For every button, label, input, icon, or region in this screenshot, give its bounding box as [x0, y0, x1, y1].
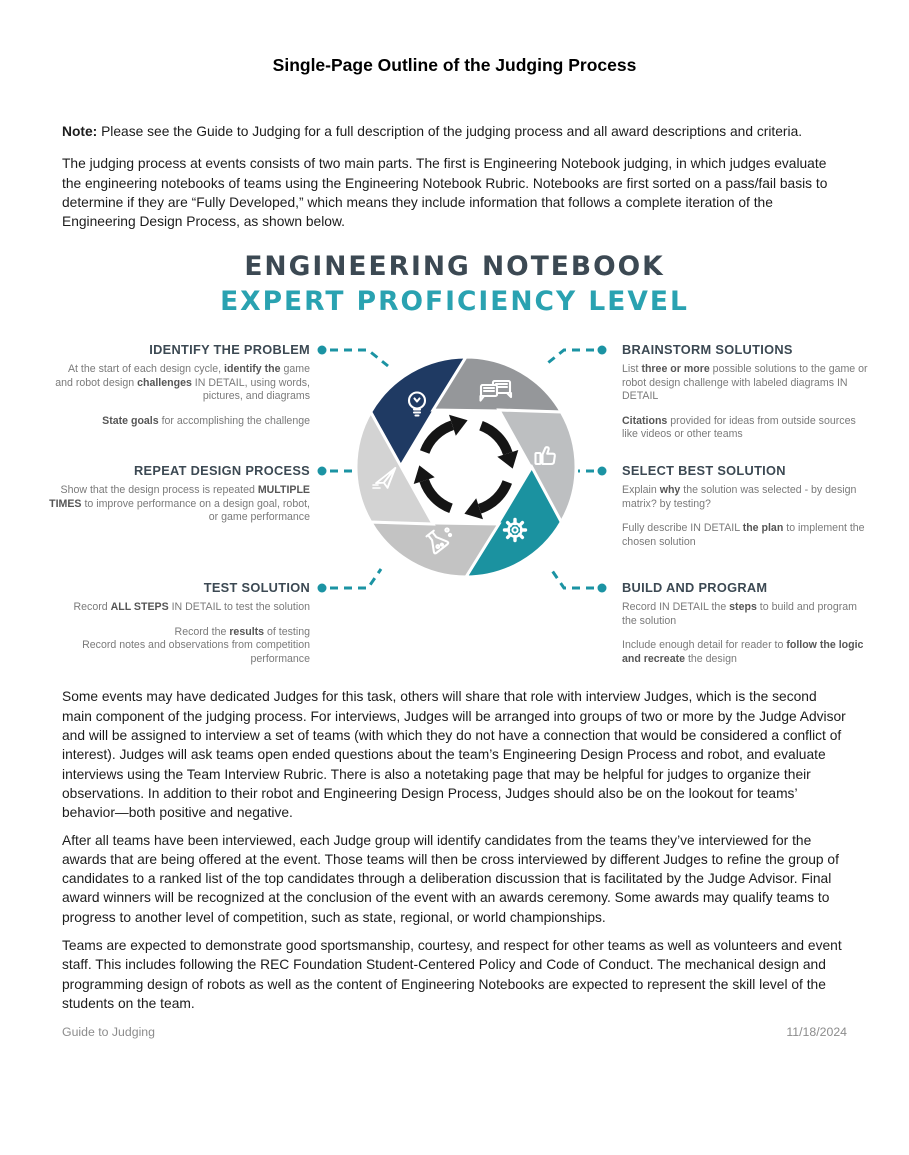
- deliberation-paragraph: After all teams have been interviewed, each Judge group will identify candidates from the teams they’ve interviewed for the awards that are being offered at the event. Those teams will then be cross interviewed by different Judges to refine the group of candidates to a ranked list of the top candidates through a deliberation discussion that is facilitated by the Judge Advisor. Final award winners will be recognized at the conclusion of the event with an awards ceremony. Some awards may qualify teams to progress to another level of competition, such as state, regional, or world championships.: [62, 832, 839, 925]
- section-heading: BUILD AND PROGRAM: [622, 580, 768, 596]
- connector-dot: [318, 467, 327, 476]
- conduct-paragraph: Teams are expected to demonstrate good sportsmanship, courtesy, and respect for other teams as well as volunteers and event staff. This includes following the REC Foundation Student-Centered Policy and Code of Conduct. The mechanical design and programming design of robots as well as the content of Engineering Notebooks are expected to represent the skill level of the students on the team.: [62, 938, 842, 1011]
- section-body: Record ALL STEPS IN DETAIL to test the solution Record the results of testing Record notes and observations from competition performance: [73, 601, 310, 665]
- connector-identify: [330, 350, 388, 366]
- section-brainstorm-solutions: [622, 343, 874, 442]
- footer-document-name: Guide to Judging: [62, 1025, 155, 1040]
- engineering-notebook-infographic: [0, 249, 909, 665]
- section-body: Record IN DETAIL the steps to build and program the solution Include enough detail for reader to follow the logic and recreate the design: [622, 601, 864, 665]
- note-text: Please see the Guide to Judging for a full description of the judging process and all award descriptions and criteria.: [97, 124, 803, 139]
- section-select-best-solution: [622, 464, 874, 549]
- connector-build: [551, 569, 594, 588]
- connector-test: [330, 569, 381, 588]
- connector-dot: [318, 346, 327, 355]
- section-body: Show that the design process is repeated MULTIPLE TIMES to improve performance on a design goal, robot, or game performance: [49, 484, 310, 524]
- interview-paragraph: Some events may have dedicated Judges for this task, others will share that role with interview Judges, which is the second main component of the judging process. For interviews, Judges will be arranged into groups of two or more by the Judge Advisor and will be assigned to interview a set of teams (with which they do not have a connection that would be considered a conflict of interest). Judges will ask teams open ended questions about the team’s Engineering Design Process and robot, and evaluate interviews using the Team Interview Rubric. There is also a notetaking page that may be helpful for judges to organize their observations. In addition to their robot and Engineering Design Process, Judges should also be on the lookout for teams’ behavior—both positive and negative.: [62, 689, 846, 821]
- wheel: [356, 357, 576, 577]
- section-body: At the start of each design cycle, identify the game and robot design challenges IN DETAIL, using words, pictures, and diagrams State goals for accomplishing the challenge: [55, 363, 310, 427]
- section-identify-the-problem: [48, 343, 310, 428]
- section-body: Explain why the solution was selected - by design matrix? by testing? Fully describe IN DETAIL the plan to implement the chosen solution: [622, 484, 865, 548]
- intro-paragraph: The judging process at events consists of two main parts. The first is Engineering Notebook judging, in which judges evaluate the engineering notebooks of teams using the Engineering Notebook Rubric. Notebooks are first sorted on a pass/fail basis to determine if they are “Fully Developed,” which means they include information that follows a complete iteration of the Engineering Design Process, as shown below.: [62, 156, 828, 230]
- connector-brainstorm: [544, 350, 594, 366]
- infographic-title-line2: EXPERT PROFICIENCY LEVEL: [220, 286, 689, 318]
- connector-dot: [598, 346, 607, 355]
- section-heading: SELECT BEST SOLUTION: [622, 463, 786, 479]
- infographic-title-line1: ENGINEERING NOTEBOOK: [244, 251, 665, 283]
- connector-dot: [318, 584, 327, 593]
- section-build-and-program: [622, 581, 874, 666]
- section-heading: IDENTIFY THE PROBLEM: [149, 342, 310, 358]
- connector-dot: [598, 584, 607, 593]
- cycle-arrows-icon: [414, 415, 519, 520]
- note-label: Note:: [62, 124, 98, 139]
- connector-dot: [598, 467, 607, 476]
- section-heading: REPEAT DESIGN PROCESS: [133, 463, 310, 479]
- section-repeat-design-process: [48, 464, 310, 524]
- section-heading: TEST SOLUTION: [203, 580, 310, 596]
- note-paragraph: [62, 122, 847, 141]
- page-title: Single-Page Outline of the Judging Process: [272, 55, 637, 75]
- footer-date: 11/18/2024: [786, 1025, 847, 1040]
- section-body: List three or more possible solutions to the game or robot design challenge with labeled diagrams IN DETAIL Citations provided for ideas from outside sources like videos or other teams: [622, 363, 868, 441]
- section-test-solution: [48, 581, 310, 666]
- page-footer: [62, 1025, 847, 1039]
- section-heading: BRAINSTORM SOLUTIONS: [622, 342, 793, 358]
